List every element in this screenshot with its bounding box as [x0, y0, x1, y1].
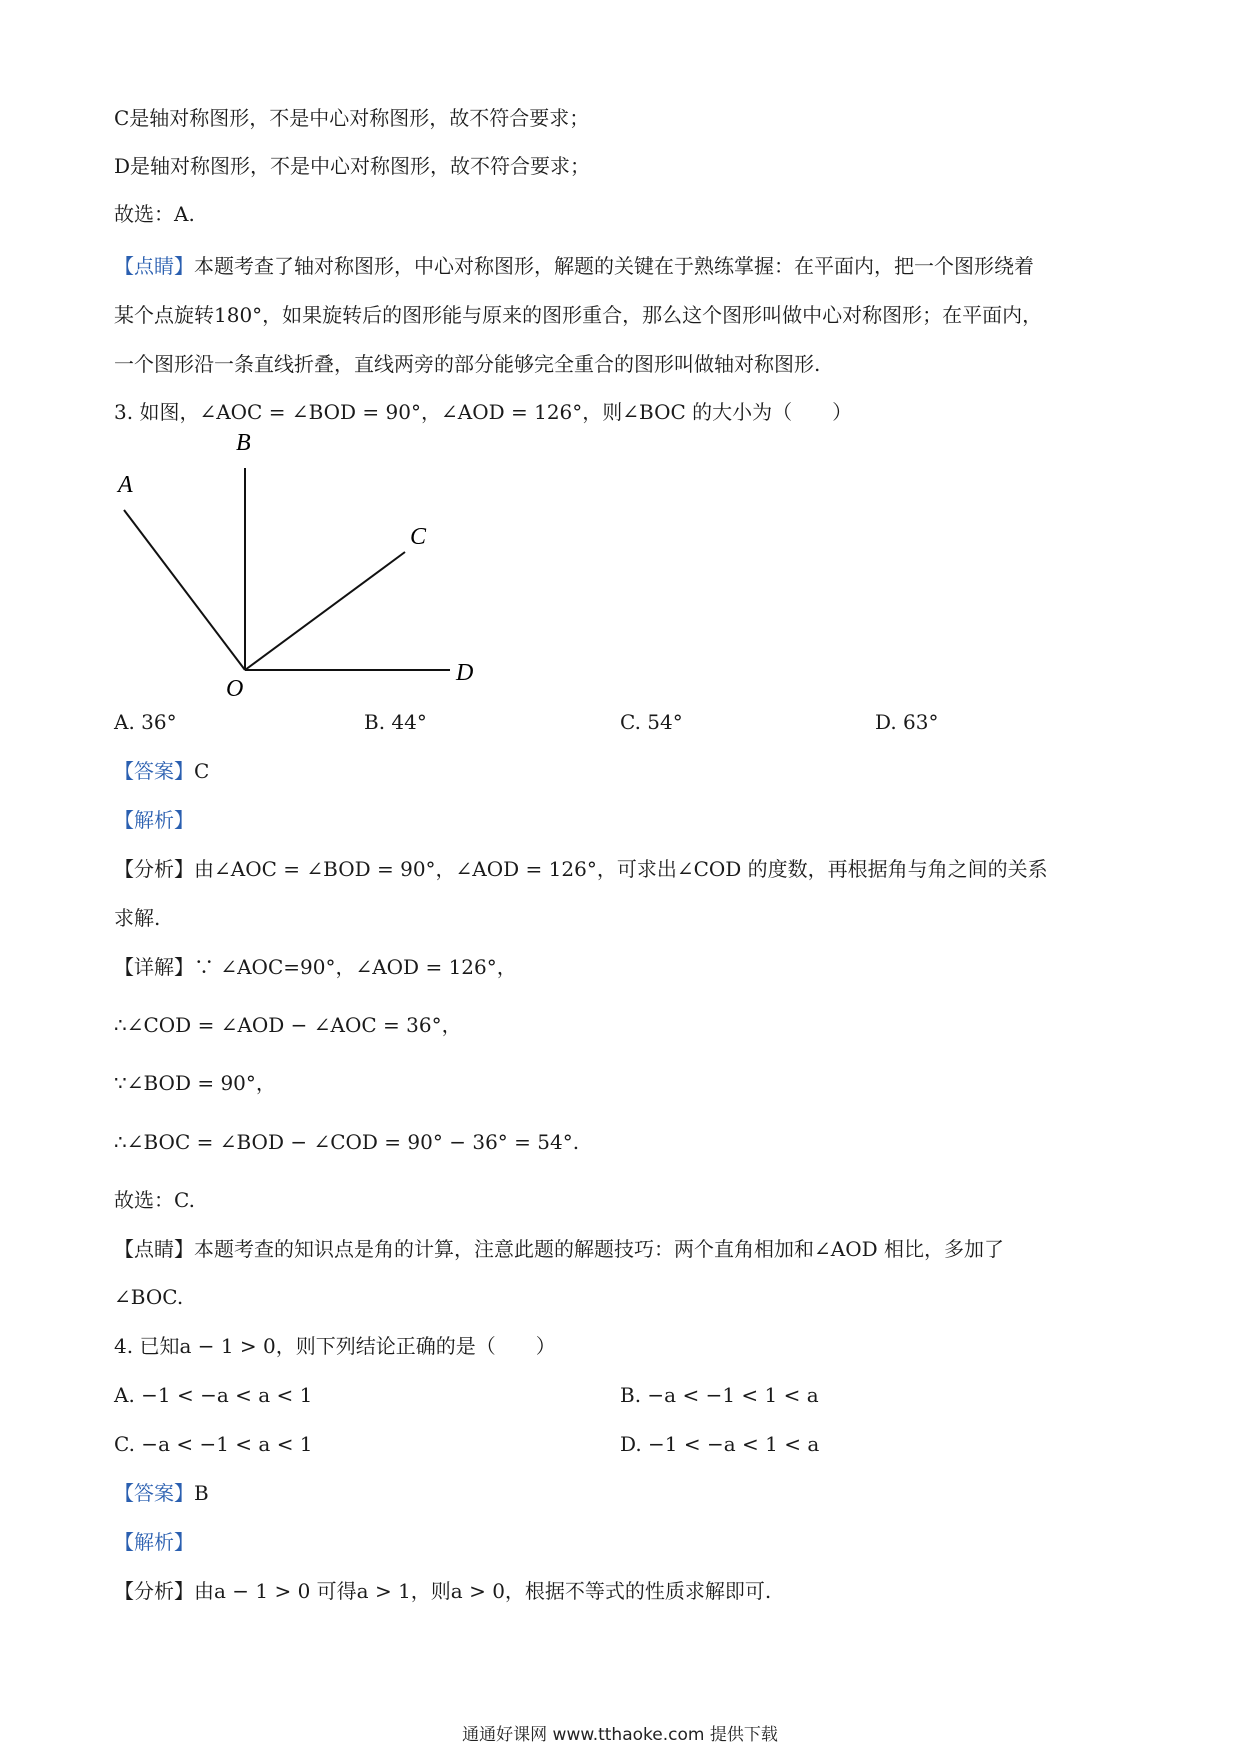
- text-line: ∴∠COD = ∠AOD − ∠AOC = 36°，: [114, 1013, 462, 1037]
- q4-option-d: D. −1 < −a < 1 < a: [620, 1432, 820, 1456]
- tag-fenxi: 【分析】: [114, 1579, 194, 1603]
- tag-fenxi: 【分析】: [114, 857, 194, 881]
- text-line: D是轴对称图形，不是中心对称图形，故不符合要求；: [114, 154, 591, 178]
- text-line: 故选：A.: [114, 202, 195, 226]
- tag-dianjing: 【点睛】: [114, 254, 194, 278]
- text-line: 求解.: [114, 906, 161, 930]
- analysis-heading: [114, 1528, 194, 1556]
- q3-option-d: D. 63°: [875, 710, 939, 734]
- answer-line: 【答案】C: [114, 759, 210, 783]
- tag-dianjing: 【点睛】: [114, 1237, 194, 1261]
- question-4-stem: 4. 已知a − 1 > 0，则下列结论正确的是（ ）: [114, 1334, 556, 1358]
- ray-oa: [124, 510, 245, 670]
- text-line: 某个点旋转180°，如果旋转后的图形能与原来的图形重合，那么这个图形叫做中心对称图形；在平面内，: [114, 303, 1043, 327]
- label-c: C: [410, 524, 427, 550]
- text-line: 【点睛】本题考查了轴对称图形，中心对称图形，解题的关键在于熟练掌握：在平面内，把一个图形绕着: [114, 254, 1034, 278]
- label-b: B: [236, 430, 251, 456]
- label-d: D: [456, 660, 474, 686]
- analysis-heading: [114, 806, 194, 834]
- tag-answer: 【答案】: [114, 1481, 194, 1505]
- text-line: 【分析】由∠AOC = ∠BOD = 90°，∠AOD = 126°，可求出∠COD 的度数，再根据角与角之间的关系: [114, 857, 1048, 881]
- answer-line: 【答案】B: [114, 1481, 209, 1505]
- text-line: ∠BOC.: [114, 1285, 184, 1309]
- text-line: 故选：C.: [114, 1188, 195, 1212]
- q3-option-c: C. 54°: [620, 710, 683, 734]
- tag-answer: 【答案】: [114, 759, 194, 783]
- page-footer: 通通好课网 www.tthaoke.com 提供下载: [462, 1725, 778, 1745]
- ray-oc: [245, 552, 405, 670]
- label-o: O: [226, 676, 244, 700]
- q4-option-b: B. −a < −1 < 1 < a: [620, 1383, 819, 1407]
- text-line: 【分析】由a − 1 > 0 可得a > 1，则a > 0，根据不等式的性质求解即可.: [114, 1579, 772, 1603]
- angle-figure: [100, 430, 500, 700]
- text-line: ∵∠BOD = 90°，: [114, 1071, 276, 1095]
- text-line: ∴∠BOC = ∠BOD − ∠COD = 90° − 36° = 54°.: [114, 1130, 580, 1154]
- tag-jiexi: 【解析】: [114, 808, 194, 832]
- text-line: 【点睛】本题考查的知识点是角的计算，注意此题的解题技巧：两个直角相加和∠AOD 相比，多加了: [114, 1237, 1004, 1261]
- q4-option-a: A. −1 < −a < a < 1: [114, 1383, 313, 1407]
- angle-diagram: [100, 430, 500, 700]
- tag-jiexi: 【解析】: [114, 1530, 194, 1554]
- text-line: C是轴对称图形，不是中心对称图形，故不符合要求；: [114, 106, 590, 130]
- text-line: 【详解】∵ ∠AOC=90°，∠AOD = 126°，: [114, 955, 517, 979]
- q3-option-a: A. 36°: [114, 710, 177, 734]
- q4-option-c: C. −a < −1 < a < 1: [114, 1432, 313, 1456]
- text-line: 一个图形沿一条直线折叠，直线两旁的部分能够完全重合的图形叫做轴对称图形.: [114, 352, 821, 376]
- label-a: A: [118, 472, 133, 498]
- q3-option-b: B. 44°: [364, 710, 427, 734]
- tag-xiangjie: 【详解】: [114, 955, 194, 979]
- question-3-stem: 3. 如图，∠AOC = ∠BOD = 90°，∠AOD = 126°，则∠BOC 的大小为（ ）: [114, 400, 853, 424]
